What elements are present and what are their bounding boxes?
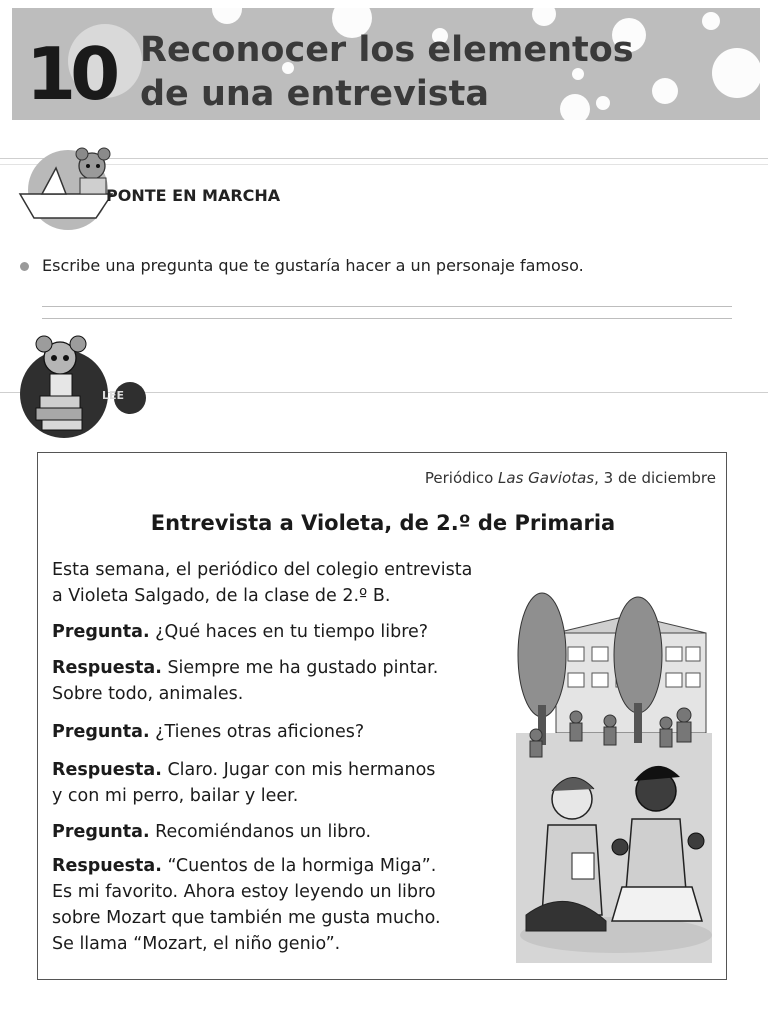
intro-line: Esta semana, el periódico del colegio entrevista [52,560,473,580]
answer-1-line-2: Sobre todo, animales. [52,684,244,704]
source-prefix: Periódico [424,469,499,487]
bullet [20,262,29,271]
question-text: ¿Qué haces en tu tiempo libre? [155,622,429,642]
reading-box [37,452,727,980]
article-title: Entrevista a Violeta, de 2.º de Primaria [150,511,616,535]
question-label: Pregunta. [52,622,150,642]
answer-3-line-3: sobre Mozart que también me gusta mucho. [52,908,441,928]
question-1 [52,619,428,645]
answer-label: Respuesta. [52,856,162,876]
source-date: , 3 de diciembre [594,469,716,487]
answer-label: Respuesta. [52,658,162,678]
header-banner [12,8,760,120]
answer-3-line-4: Se llama “Mozart, el niño genio”. [52,934,341,954]
question-text: Recomiéndanos un libro. [155,822,372,842]
section-label-ponte-en-marcha: PONTE EN MARCHA [106,186,281,205]
newspaper-source [425,469,716,487]
answer-2-line-2: y con mi perro, bailar y leer. [52,786,299,806]
question-text: ¿Tienes otras aficiones? [155,722,365,742]
answer-line[interactable] [42,306,732,307]
question-label: Pregunta. [52,722,150,742]
lesson-number: 10 [26,32,115,116]
question-2 [52,719,364,745]
intro-line: a Violeta Salgado, de la clase de 2.º B. [52,586,391,606]
question-3 [52,819,371,845]
mouse-books-icon [12,330,152,440]
answer-3-line-2: Es mi favorito. Ahora estoy leyendo un libro [52,882,436,902]
section-label-lee: LEE [102,389,125,402]
activity-prompt: Escribe una pregunta que te gustaría hacer a un personaje famoso. [42,256,584,275]
newspaper-name: Las Gaviotas [498,469,595,487]
title-line-1: Reconocer los elementos [140,30,634,70]
answer-label: Respuesta. [52,760,162,780]
answer-2 [52,757,435,783]
answer-3 [52,853,436,879]
answer-1 [52,655,438,681]
answer-line[interactable] [42,318,732,319]
answer-text: “Cuentos de la hormiga Miga”. [167,856,437,876]
answer-text: Claro. Jugar con mis hermanos [167,760,436,780]
answer-text: Siempre me ha gustado pintar. [167,658,439,678]
page-title [140,28,634,116]
interview-illustration [516,585,712,963]
question-label: Pregunta. [52,822,150,842]
title-line-2: de una entrevista [140,74,489,114]
